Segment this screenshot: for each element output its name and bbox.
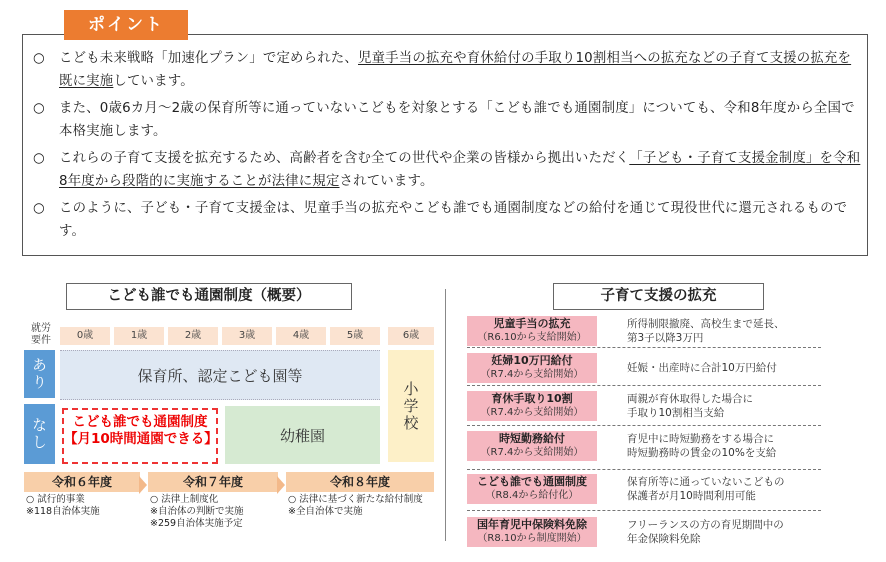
- point-text: このように、子ども・子育て支援金は、児童手当の拡充やこども誰でも通園制度などの給付を通じて現役世代に還元されるものです。: [59, 201, 848, 239]
- point-item-4: [31, 197, 863, 243]
- support-label: [467, 353, 597, 383]
- support-label: [467, 431, 597, 461]
- row-divider: [467, 385, 821, 386]
- age-label: 4歳: [276, 327, 326, 345]
- timeline-body: [148, 492, 278, 530]
- bullet-icon: ○: [33, 201, 45, 216]
- timeline-head: 令和８年度: [286, 472, 434, 492]
- support-name: 妊婦10万円給付: [491, 354, 573, 367]
- bullet-icon: ○: [33, 101, 45, 116]
- support-desc: 保育所等に通っていないこどもの 保護者が月10時間利用可能: [627, 476, 785, 502]
- point-item-3: [31, 147, 863, 193]
- timeline-line: ※118自治体実施: [26, 506, 100, 517]
- right-section-title: 子育て支援の拡充: [553, 283, 764, 310]
- age-label: 6歳: [388, 327, 434, 345]
- work-requirement-yes: あり: [24, 350, 55, 398]
- timeline-r7: [148, 472, 278, 538]
- timeline-line: ※自治体の判断で実施: [150, 506, 244, 517]
- support-name: 児童手当の拡充: [493, 317, 571, 330]
- timeline-line: ※259自治体実施予定: [150, 518, 243, 529]
- support-start: （R7.4から支給開始）: [480, 407, 584, 418]
- support-name: 時短勤務給付: [499, 432, 565, 445]
- point-text: また、0歳6カ月～2歳の保育所等に通っていないこどもを対象とする「こども誰でも通園制度」についても、令和8年度から全国で本格実施します。: [59, 101, 855, 139]
- support-name: 育休手取り10割: [491, 392, 573, 405]
- age-label: 2歳: [168, 327, 218, 345]
- support-desc: 両親が育休取得した場合に 手取り10割相当支給: [627, 393, 753, 419]
- youchien-block: 幼稚園: [225, 406, 380, 464]
- timeline-head: 令和６年度: [24, 472, 140, 492]
- row-divider: [467, 347, 821, 348]
- support-start: （R6.10から支給開始）: [477, 332, 587, 343]
- support-start: （R7.4から支給開始）: [480, 447, 584, 458]
- support-desc: 所得制限撤廃、高校生まで延長、 第3子以降3万円: [627, 318, 785, 344]
- timeline-head: 令和７年度: [148, 472, 278, 492]
- support-start: （R7.4から支給開始）: [480, 369, 584, 380]
- timeline-line: ○ 試行的事業: [26, 494, 85, 505]
- timeline-r8: [286, 472, 434, 538]
- left-section-title: こども誰でも通園制度（概要）: [66, 283, 352, 310]
- arrow-icon: [277, 476, 285, 494]
- row-divider: [467, 425, 821, 426]
- point-box: [22, 34, 868, 256]
- timeline-line: ○ 法律に基づく新たな給付制度: [288, 494, 423, 505]
- support-label: [467, 517, 597, 547]
- seido-line1: こども誰でも通園制度: [72, 414, 208, 430]
- age-label: 5歳: [330, 327, 380, 345]
- timeline-line: ○ 法律上制度化: [150, 494, 219, 505]
- row-divider: [467, 510, 821, 511]
- point-list: [31, 47, 863, 247]
- kodomo-dare-demo-block: [62, 408, 218, 464]
- timeline-r6: [24, 472, 140, 538]
- support-label: [467, 391, 597, 421]
- work-requirement-no: なし: [24, 404, 55, 464]
- point-item-2: [31, 97, 863, 143]
- point-text: されています。: [339, 174, 434, 189]
- point-text: こども未来戦略「加速化プラン」で定められた、: [59, 51, 358, 66]
- support-name: 国年育児中保険料免除: [477, 518, 587, 531]
- support-start: （R8.10から制度開始）: [477, 533, 587, 544]
- hoikujo-block: 保育所、認定こども園等: [60, 350, 380, 400]
- support-label: [467, 316, 597, 346]
- point-tab: ポイント: [64, 10, 188, 40]
- point-text-underlined: 「子ども・子育て支援金制度」を令和8年度から段階的に実施することが法律に規定: [59, 151, 861, 189]
- shogakko-block: 小学校: [388, 350, 434, 462]
- point-item-1: [31, 47, 863, 93]
- timeline-body: [24, 492, 140, 518]
- timeline-line: ※全自治体で実施: [288, 506, 363, 517]
- age-label: 0歳: [60, 327, 110, 345]
- support-start: （R8.4から給付化）: [485, 490, 579, 501]
- support-name: こども誰でも通園制度: [477, 475, 587, 488]
- arrow-icon: [139, 476, 147, 494]
- point-text: これらの子育て支援を拡充するため、高齢者を含む全ての世代や企業の皆様から拠出いただく: [59, 151, 630, 166]
- support-desc: フリーランスの方の育児期間中の 年金保険料免除: [627, 519, 784, 545]
- point-text-underlined: 児童手当の拡充や育休給付の手取り10割相当への拡充などの子育て支援の拡充を既に実施: [59, 51, 852, 89]
- age-label: 1歳: [114, 327, 164, 345]
- seido-line2: 【月10時間通園できる】: [64, 431, 218, 447]
- support-desc: 妊娠・出産時に合計10万円給付: [627, 362, 777, 374]
- timeline-body: [286, 492, 434, 518]
- work-requirement-label: 就労 要件: [31, 323, 51, 346]
- support-desc: 育児中に時短勤務をする場合に 時短勤務時の賃金の10%を支給: [627, 433, 777, 459]
- row-divider: [467, 469, 821, 470]
- age-label: 3歳: [222, 327, 272, 345]
- support-label: [467, 474, 597, 504]
- bullet-icon: ○: [33, 151, 45, 166]
- bullet-icon: ○: [33, 51, 45, 66]
- point-text: しています。: [113, 74, 194, 89]
- section-divider: [445, 289, 446, 541]
